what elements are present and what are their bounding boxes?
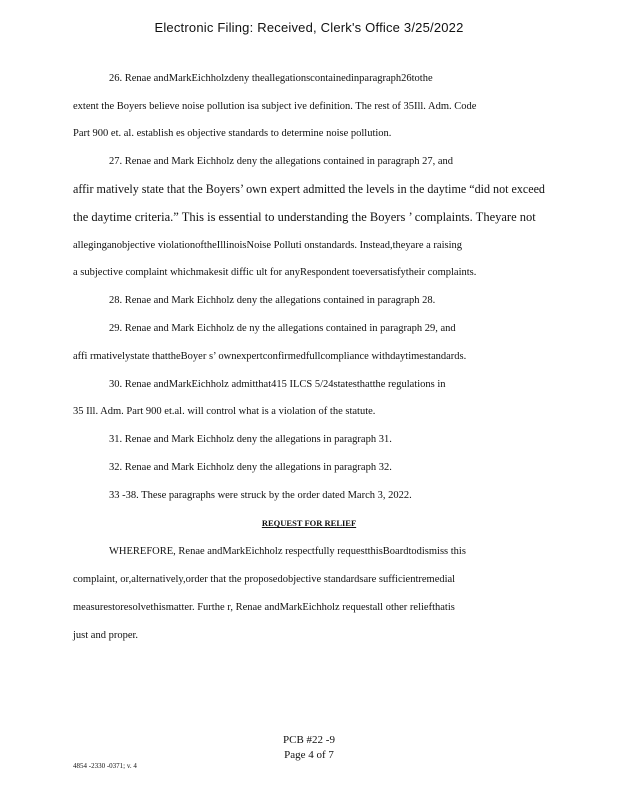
text-line: 26. Renae andMarkEichholzdeny theallegationscontainedinparagraph26tothe	[109, 73, 433, 84]
pcb-reference: PCB #22 -9	[283, 734, 335, 746]
text-line: affir matively state that the Boyers’ own expert admitted the levels in the daytime “did not exceed	[73, 182, 545, 196]
text-line: just and proper.	[73, 630, 139, 641]
page-number: Page 4 of 7	[284, 749, 334, 761]
text-line: 31. Renae and Mark Eichholz deny the allegations in paragraph 31.	[109, 434, 392, 445]
electronic-filing-stamp: Electronic Filing: Received, Clerk's Office 3/25/2022	[154, 20, 464, 35]
text-line: measurestoresolvethismatter. Furthe r, Renae andMarkEichholz requestall other reliefthatis	[73, 602, 455, 613]
text-line: 30. Renae andMarkEichholz admitthat415 ILCS 5/24statesthatthe regulations in	[109, 379, 446, 390]
text-line: 35 Ill. Adm. Part 900 et.al. will control what is a violation of the statute.	[73, 406, 376, 417]
text-line: 29. Renae and Mark Eichholz de ny the allegations contained in paragraph 29, and	[109, 323, 456, 334]
text-line: 32. Renae and Mark Eichholz deny the allegations in paragraph 32.	[109, 462, 392, 473]
text-line: Part 900 et. al. establish es objective standards to determine noise pollution.	[73, 128, 392, 139]
text-line: 27. Renae and Mark Eichholz deny the allegations contained in paragraph 27, and	[109, 156, 454, 167]
text-line: 33 -38. These paragraphs were struck by the order dated March 3, 2022.	[109, 490, 412, 501]
text-line: 28. Renae and Mark Eichholz deny the allegations contained in paragraph 28.	[109, 295, 436, 306]
text-line: the daytime criteria.” This is essential to understanding the Boyers ’ complaints. Theyare not	[73, 210, 536, 224]
text-line: alleginganobjective violationoftheIllinoisNoise Polluti onstandards. Instead,theyare a raising	[73, 240, 462, 251]
section-title: REQUEST FOR RELIEF	[261, 518, 357, 528]
text-line: extent the Boyers believe noise pollution isa subject ive definition. The rest of 35Ill. Adm. Code	[73, 101, 477, 112]
text-line: complaint, or,alternatively,order that the proposedobjective standardsare sufficientremedial	[73, 574, 456, 585]
document-id: 4854 -2330 -0371; v. 4	[73, 762, 137, 770]
text-line: affi rmativelystate thattheBoyer s’ ownexpertconfirmedfullcompliance withdaytimestandards.	[73, 351, 467, 362]
text-line: a subjective complaint whichmakesit diffic ult for anyRespondent toeversatisfytheir complaints.	[73, 267, 477, 278]
text-line: WHEREFORE, Renae andMarkEichholz respectfully requestthisBoardtodismiss this	[109, 546, 466, 557]
